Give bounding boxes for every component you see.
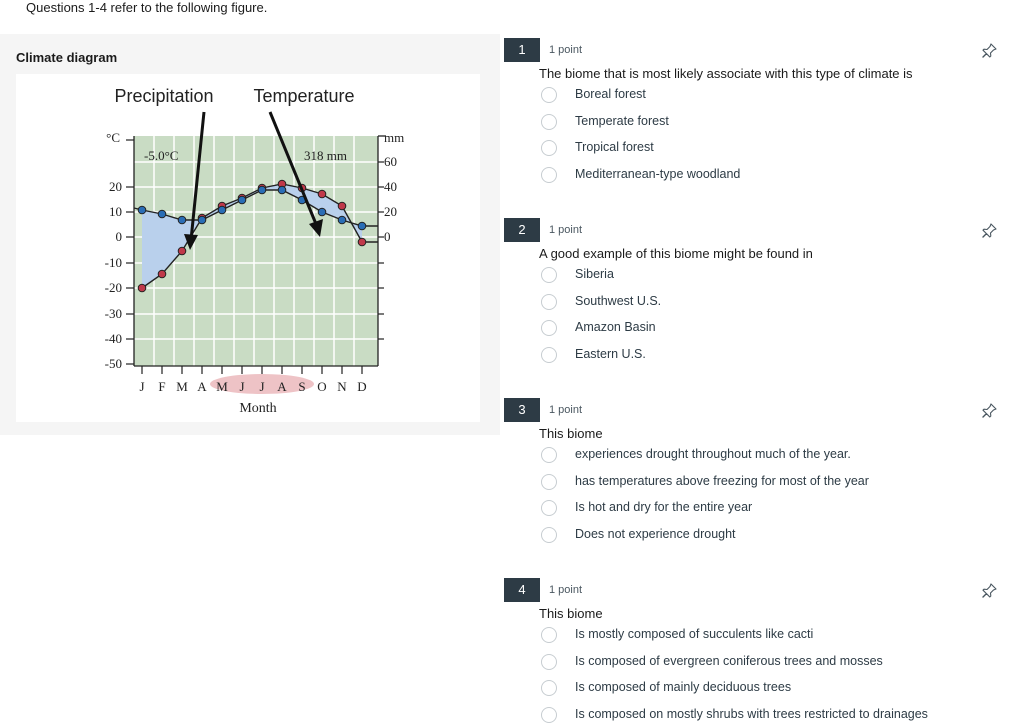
answer-option[interactable]: [540, 86, 1000, 113]
question-4: [504, 578, 1020, 724]
pin-icon[interactable]: [980, 42, 998, 60]
answer-option[interactable]: [540, 266, 1000, 293]
right-tick-0: 0: [384, 229, 391, 244]
answer-option[interactable]: [540, 526, 1000, 553]
radio-button[interactable]: [541, 707, 557, 723]
radio-button[interactable]: [541, 527, 557, 543]
question-text: A good example of this biome might be found in: [539, 246, 813, 261]
left-tick-neg30: -30: [104, 306, 122, 321]
answer-label: experiences drought throughout much of the year.: [575, 447, 851, 461]
figure-title: Climate diagram: [16, 50, 118, 65]
question-2: [504, 218, 1020, 368]
month-mar: M: [176, 379, 188, 394]
answer-label: Amazon Basin: [575, 320, 656, 334]
left-tick-neg20: -20: [104, 280, 122, 295]
radio-button[interactable]: [541, 114, 557, 130]
answer-option[interactable]: [540, 706, 1000, 724]
answer-label: Is composed on mostly shrubs with trees restricted to drainages: [575, 706, 928, 721]
month-sep: S: [298, 379, 306, 394]
answer-options: [540, 446, 1000, 552]
answer-option[interactable]: [540, 473, 1000, 500]
question-number: 2: [504, 218, 540, 242]
radio-button[interactable]: [541, 500, 557, 516]
question-3: [504, 398, 1020, 548]
left-tick-neg40: -40: [104, 331, 122, 346]
precip-point-jul: [258, 186, 266, 194]
precip-point-nov: [338, 216, 346, 224]
total-precip-label: 318 mm: [304, 148, 347, 163]
month-jul: J: [259, 379, 265, 394]
answer-label: Does not experience drought: [575, 526, 736, 541]
question-points: 1 point: [549, 224, 583, 236]
month-dec: D: [357, 379, 367, 394]
answer-label: Tropical forest: [575, 140, 654, 154]
left-tick-20: 20: [109, 179, 122, 194]
climate-diagram: [16, 74, 480, 422]
answer-options: [540, 626, 1000, 724]
page-heading: Questions 1-4 refer to the following figure.: [26, 0, 268, 15]
answer-label: Is composed of mainly deciduous trees: [575, 680, 792, 694]
precip-point-jun: [238, 196, 246, 204]
precip-point-may: [218, 206, 226, 214]
radio-button[interactable]: [541, 347, 557, 363]
answer-option[interactable]: [540, 446, 1000, 473]
right-tick-60: 60: [384, 154, 397, 169]
radio-button[interactable]: [541, 474, 557, 490]
answer-options: [540, 266, 1000, 372]
temperature-label: Temperature: [253, 86, 355, 106]
question-number: 4: [504, 578, 540, 602]
radio-button[interactable]: [541, 294, 557, 310]
question-text: The biome that is most likely associate with this type of climate is: [539, 66, 913, 81]
answer-option[interactable]: [540, 679, 1000, 706]
left-tick-labels: [105, 179, 122, 371]
right-tick-20: 20: [384, 204, 397, 219]
precipitation-label: Precipitation: [114, 86, 214, 106]
answer-label: Is mostly composed of succulents like cacti: [575, 627, 814, 641]
answer-label: Southwest U.S.: [575, 293, 662, 308]
radio-button[interactable]: [541, 167, 557, 183]
answer-option[interactable]: [540, 319, 1000, 346]
precip-point-aug: [278, 186, 286, 194]
pin-icon[interactable]: [980, 402, 998, 420]
precip-point-mar: [178, 216, 186, 224]
temp-point-dec: [358, 238, 366, 246]
radio-button[interactable]: [541, 267, 557, 283]
right-tick-labels: [384, 154, 397, 244]
temp-point-nov: [338, 202, 346, 210]
question-points: 1 point: [549, 404, 583, 416]
question-points: 1 point: [549, 44, 583, 56]
answer-option[interactable]: [540, 293, 1000, 320]
month-aug: A: [277, 379, 287, 394]
month-jan: J: [139, 379, 145, 394]
answer-label: Boreal forest: [575, 87, 646, 101]
month-jun: J: [239, 379, 245, 394]
left-panel: [0, 34, 500, 435]
radio-button[interactable]: [541, 87, 557, 103]
precip-point-jan: [138, 206, 146, 214]
radio-button[interactable]: [541, 654, 557, 670]
avg-temp-label: -5.0°C: [144, 148, 179, 163]
left-unit-label: °C: [106, 130, 120, 145]
answer-label: Is hot and dry for the entire year: [575, 500, 753, 514]
radio-button[interactable]: [541, 320, 557, 336]
answer-option[interactable]: [540, 346, 1000, 373]
radio-button[interactable]: [541, 627, 557, 643]
precip-point-dec: [358, 222, 366, 230]
answer-option[interactable]: [540, 653, 1000, 680]
answer-label: Siberia: [575, 267, 614, 281]
left-tick-marks: [126, 140, 134, 364]
pin-icon[interactable]: [980, 582, 998, 600]
precip-point-feb: [158, 210, 166, 218]
question-1: [504, 38, 1020, 188]
temp-point-feb: [158, 270, 166, 278]
radio-button[interactable]: [541, 680, 557, 696]
answer-option[interactable]: [540, 626, 1000, 653]
answer-option[interactable]: [540, 139, 1000, 166]
left-tick-neg50: -50: [104, 356, 122, 371]
month-feb: F: [158, 379, 166, 394]
precip-point-oct: [318, 208, 326, 216]
climate-diagram-svg: [16, 74, 480, 422]
precip-point-apr: [198, 216, 206, 224]
temp-point-jan: [138, 284, 146, 292]
month-apr: A: [197, 379, 207, 394]
right-tick-40: 40: [384, 179, 397, 194]
month-nov: N: [337, 379, 347, 394]
question-number: 1: [504, 38, 540, 62]
answer-label: Temperate forest: [575, 113, 669, 128]
answer-options: [540, 86, 1000, 192]
left-tick-0: 0: [115, 229, 122, 244]
month-oct: O: [317, 379, 327, 394]
answer-label: has temperatures above freezing for most of the year: [575, 473, 869, 488]
answer-label: Is composed of evergreen coniferous trees and mosses: [575, 653, 883, 668]
question-number: 3: [504, 398, 540, 422]
answer-label: Eastern U.S.: [575, 346, 646, 361]
answer-option[interactable]: [540, 113, 1000, 140]
question-text: This biome: [539, 426, 603, 441]
month-may: M: [216, 379, 228, 394]
radio-button[interactable]: [541, 140, 557, 156]
right-unit-label: mm: [384, 130, 405, 145]
answer-option[interactable]: [540, 499, 1000, 526]
bottom-tick-marks: [142, 366, 362, 374]
left-tick-neg10: -10: [104, 255, 122, 270]
left-tick-10: 10: [109, 204, 122, 219]
x-axis-label: Month: [239, 401, 277, 416]
question-text: This biome: [539, 606, 603, 621]
answer-option[interactable]: [540, 166, 1000, 193]
answer-label: Mediterranean-type woodland: [575, 166, 741, 181]
temp-point-mar: [178, 247, 186, 255]
temp-point-oct: [318, 190, 326, 198]
pin-icon[interactable]: [980, 222, 998, 240]
radio-button[interactable]: [541, 447, 557, 463]
question-points: 1 point: [549, 584, 583, 596]
